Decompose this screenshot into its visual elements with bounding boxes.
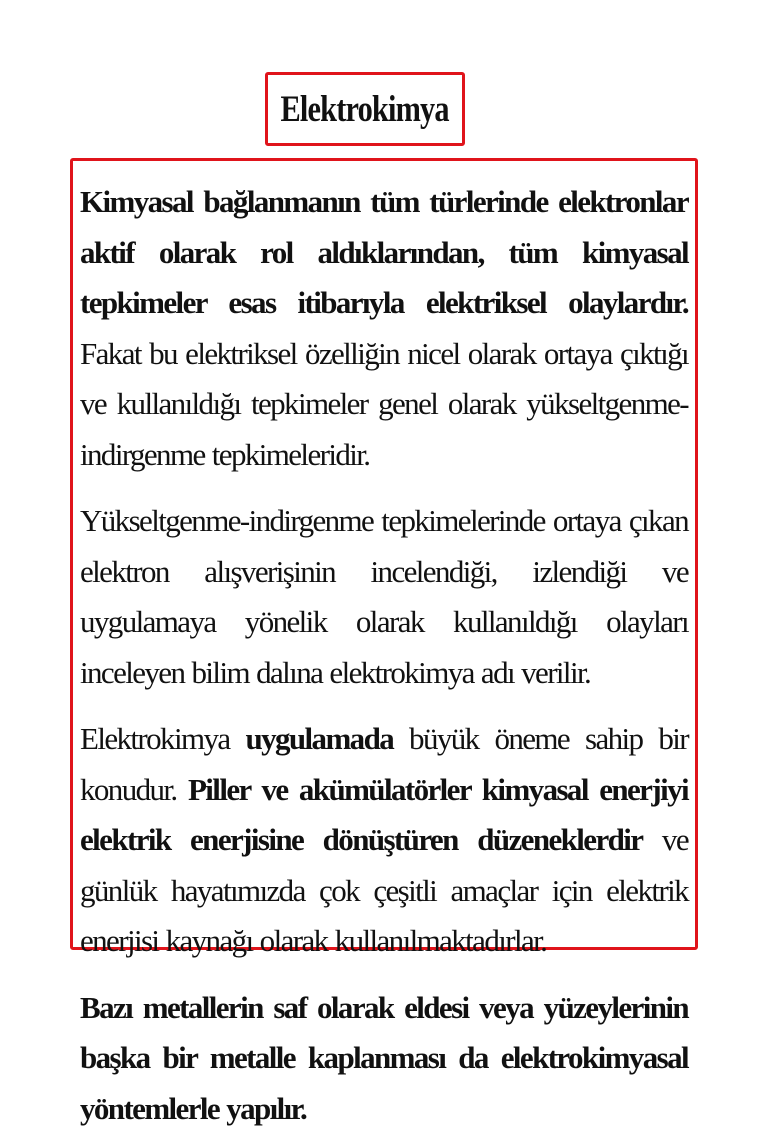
- paragraph-1: [80, 177, 688, 480]
- paragraph-3: [80, 714, 688, 967]
- title-box: [265, 72, 465, 146]
- paragraph-3-segment-3: büyük öneme sahip bir konudur.: [80, 721, 688, 807]
- paragraph-2-segment-1: Yükseltgenme-indirgenme tepkimelerinde ortaya çıkan elektron alışverişinin incelendiği, izlendiği ve uygulamaya yönelik olarak kullanıldığı olayları inceleyen bilim dalına elektrokimya adı verilir.: [80, 503, 688, 690]
- paragraph-3-segment-5: ve günlük hayatımızda çok çeşitli amaçlar için elektrik enerjisi kaynağı olarak kullanılmaktadırlar.: [80, 822, 688, 958]
- content-box: [70, 158, 698, 950]
- paragraph-4-segment-1: Bazı metallerin saf olarak eldesi veya yüzeylerinin başka bir metalle kaplanması da elektrokimyasal yöntemlerle yapılır.: [80, 990, 688, 1126]
- paragraph-1-segment-1: Kimyasal bağlanmanın tüm türlerinde elektronlar aktif olarak rol aldıklarından, tüm kimyasal tepkimeler esas itibarıyla elektriksel olaylardır.: [80, 184, 688, 320]
- paragraph-3-segment-1: Elektrokimya: [80, 721, 245, 756]
- paragraph-4: [80, 983, 688, 1134]
- paragraph-3-segment-4: Piller ve akümülatörler kimyasal enerjiyi elektrik enerjisine dönüştüren düzeneklerdir: [80, 772, 688, 858]
- page-title: Elektrokimya: [281, 88, 449, 131]
- paragraph-2: [80, 496, 688, 698]
- paragraph-1-segment-2: Fakat bu elektriksel özelliğin nicel olarak ortaya çıktığı ve kullanıldığı tepkimeler genel olarak yükseltgenme-indirgenme tepkimeleridir.: [80, 336, 688, 472]
- paragraph-3-segment-2: uygulamada: [245, 721, 393, 756]
